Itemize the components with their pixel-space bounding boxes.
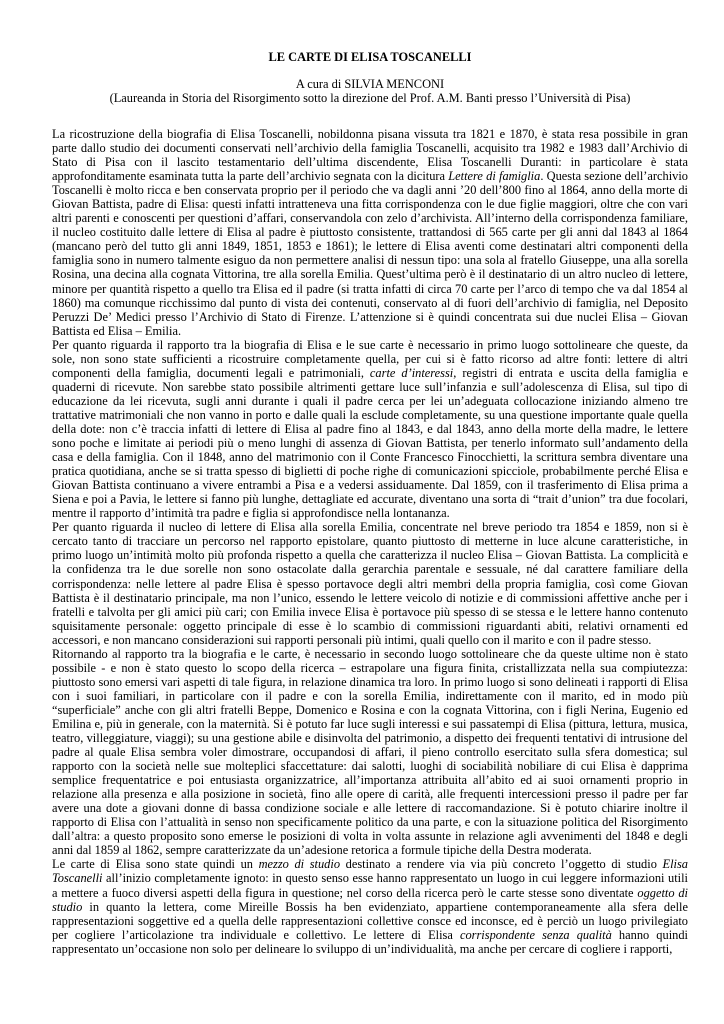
header-spacer [52, 105, 688, 127]
paragraph-text: in quanto la lettera, come Mireille Bossis ha ben evidenziato, appartiene contemporaneamente alla sfera delle rappresentazioni soggettive ed a quella delle rappresentazioni collettive consce ed inconsce, ed è perciò un luogo privilegiato per cogliere l’articolazione tra individuale e collettivo. Le lettere di Elisa [52, 899, 688, 942]
italic-text: corrispondente senza qualità [459, 927, 612, 942]
paragraph-text: La ricostruzione della biografia di Elisa Toscanelli, nobildonna pisana vissuta tra 1821 e 1870, è stata resa possibile in gran parte dallo studio dei documenti conservati nell’archivio della famiglia Toscanelli, acquisito tra 1982 e 1983 dall’Archivio di Stato di Pisa con il lascito testamentario dell’ultima discendente, Elisa Toscanelli Duranti: in particolare è stata approfonditamente esaminata tutta la parte dell’archivio segnata con la dicitura [52, 127, 688, 184]
body-paragraph [52, 647, 688, 858]
italic-text: Lettere di famiglia [448, 169, 541, 184]
body-paragraph [52, 520, 688, 646]
paragraph-text: Ritornando al rapporto tra la biografia e le carte, è necessario in secondo luogo sottolineare che da queste ultime non è stato possibile - e non è stato questo lo scopo della ricerca – estrapolare una figura finita, cristallizzata nella sua compiutezza: piuttosto sono emersi vari aspetti di tale figura, in relazione dinamica tra loro. In primo luogo si sono delineati i rapporti di Elisa con i suoi familiari, in particolare con il padre e con la sorella Emilia, indirettamente con il marito, ed in modo più “superficiale” anche con gli altri fratelli Beppe, Domenico e Rosina e con la cognata Vittorina, con i figli Nerina, Eugenio ed Emilina e, più in generale, con la maternità. Si è potuto far luce sugli interessi e sui passatempi di Elisa (pittura, lettura, musica, teatro, villeggiature, viaggi); su una gestione abile e disinvolta del patrimonio, a dispetto dei frequenti tentativi di intrusione del padre al quale Elisa sembra voler dimostrare, occupandosi di affari, il pieno controllo esercitato sulla sfera domestica; sul rapporto con la società nelle sue molteplici sfaccettature: dai salotti, luoghi di sociabilità nobiliare di cui Elisa è dapprima semplice frequentatrice e poi entusiasta organizzatrice, all’importanza attribuita all’abito ed ai suoi ornamenti proprio in relazione alla presenza e alla posizione in società, fino alle opere di carità, alle frequenti intercessioni presso il padre per far avere una dote a giovani donne di bassa condizione sociale e alle lettere di raccomandazione. Si è potuto chiarire inoltre il rapporto di Elisa con l’attualità in senso non specificamente politico da una parte, e con la situazione politica del Risorgimento dall’altra: a questo proposito sono emerse le posizioni di volta in volta assunte in relazione agli avvenimenti del 1848 e degli anni dal 1859 al 1862, sempre caratterizzate da un’adesione retorica a formule tipiche della Destra moderata. [52, 646, 688, 858]
document-body [52, 127, 688, 956]
paragraph-text: Le carte di Elisa sono state quindi un [52, 857, 259, 872]
italic-text: Elisa Toscanelli [52, 857, 688, 886]
paragraph-text: all’inizio completamente ignoto: in questo senso esse hanno rappresentato un luogo in cui leggere informazioni utili a mettere a fuoco diversi aspetti della figura in questione; nel corso della ricerca però le carte stesse sono diventate [52, 871, 688, 900]
italic-text: oggetto di studio [52, 885, 688, 914]
paragraph-text: destinato a rendere via via più concreto l’oggetto di studio [340, 857, 663, 872]
author-affiliation: (Laureanda in Storia del Risorgimento sotto la direzione del Prof. A.M. Banti presso l’Università di Pisa) [109, 91, 631, 105]
body-paragraph [52, 338, 688, 521]
body-paragraph [52, 857, 688, 955]
document-title: LE CARTE DI ELISA TOSCANELLI [268, 50, 472, 64]
paragraph-text: hanno quindi rappresentato un’occasione non solo per delineare lo sviluppo di un’individualità, ma anche per cercare di cogliere i rapporti, [52, 927, 688, 956]
document-subtitle: A cura di SILVIA MENCONI [295, 77, 445, 91]
italic-text: mezzo di studio [258, 857, 341, 872]
italic-text: carte d’interessi [369, 365, 454, 380]
paragraph-text: . Questa sezione dell’archivio Toscanelli è molto ricca e ben conservata proprio per il periodo che va dagli anni ’20 dell’800 fino al 1864, anno della morte di Giovan Battista, padre di Elisa: questi infatti intratteneva una fitta corrispondenza con le due figlie maggiori, oltre che con vari altri parenti e conoscenti per questioni d’affari, conservandola con zelo d’archivista. All’interno della corrispondenza familiare, il nucleo costituito dalle lettere di Elisa al padre è piuttosto consistente, trattandosi di 565 carte per gli anni dal 1843 al 1864 (mancano però del tutto gli anni 1849, 1851, 1853 e 1861); le lettere di Elisa aventi come destinatari altri componenti della famiglia sono in numero talmente esiguo da non permettere analisi di nessun tipo: una sola al fratello Giuseppe, una alla sorella Rosina, una decina alla cognata Vittorina, tre alla sorella Emilia. Quest’ultima però è il destinatario di un altro nucleo di lettere, minore per quantità rispetto a quello tra Elisa ed il padre (si tratta infatti di circa 70 carte per l’arco di tempo che va dal 1854 al 1860) ma comunque ricchissimo dal punto di vista dei contenuti, conservato al di fuori dell’archivio di famiglia, nel Deposito Peruzzi De’ Medici presso l’Archivio di Stato di Firenze. L’attenzione si è quindi concentrata sui due nuclei Elisa – Giovan Battista ed Elisa – Emilia. [52, 169, 688, 338]
paragraph-text: Per quanto riguarda il nucleo di lettere di Elisa alla sorella Emilia, concentrate nel breve periodo tra 1854 e 1859, non si è cercato tanto di tracciare un percorso nel rapporto epistolare, quanto piuttosto di metterne in luce alcune caratteristiche, in primo luogo un’intimità molto più profonda rispetto a quella che caratterizza il nucleo Elisa – Giovan Battista. La complicità e la confidenza tra le due sorelle non sono ostacolate dalla gerarchia parentale e sessuale, né dal carattere familiare della corrispondenza: nelle lettere al padre Elisa è spesso portavoce degli altri membri della propria famiglia, così come Giovan Battista è il destinatario principale, ma non l’unico, essendo le lettere veicolo di notizie e di commissioni affettive anche per i fratelli e talvolta per gli amici più cari; con Emilia invece Elisa è portavoce più spesso di se stessa e le lettere hanno contenuto squisitamente personale: oggetto principale di esse è lo scambio di commissioni riguardanti abiti, relativi ornamenti ed accessori, e non mancano considerazioni sui rapporti personali più intimi, quali quello con il marito e con il padre stesso. [52, 520, 688, 647]
paragraph-text: Per quanto riguarda il rapporto tra la biografia di Elisa e le sue carte è necessario in primo luogo sottolineare che queste, da sole, non sono state sufficienti a ricostruire completamente quella, per cui si è fatto ricorso ad altre fonti: lettere di altri componenti della famiglia, documenti legali e patrimoniali, [52, 337, 688, 380]
paragraph-text: , registri di entrata e uscita della famiglia e quaderni di ricevute. Non sarebbe stato possibile altrimenti gettare luce sull’infanzia e sull’adolescenza di Elisa, sul tipo di educazione da lei ricevuta, sugli anni durante i quali il padre cerca per lei un’adeguata collocazione iniziando almeno tre trattative matrimoniali che non vanno in porto e dalle quali la esclude completamente, su una questione importante quale quella della dote: non c’è traccia infatti di lettere di Elisa al padre fino al 1843, e dal 1843, anno della morte della madre, le lettere sono poche e limitate ai periodi più o meno lunghi di assenza di Giovan Battista, per tenerlo informato sull’andamento della casa e della famiglia. Con il 1848, anno del matrimonio con il Conte Francesco Finocchietti, la scrittura sembra diventare una pratica quotidiana, anche se si tratta spesso di biglietti di poche righe di comunicazioni spicciole, probabilmente perché Elisa e Giovan Battista continuano a vivere entrambi a Pisa e a vedersi assiduamente. Dal 1859, con il trasferimento di Elisa prima a Siena e poi a Pavia, le lettere si fanno più lunghe, dettagliate ed accurate, diventano una sorta di “trait d’union” tra due focolari, mentre il rapporto d’intimità tra padre e figlia si approfondisce nella lontananza. [52, 365, 688, 521]
body-paragraph [52, 127, 688, 338]
